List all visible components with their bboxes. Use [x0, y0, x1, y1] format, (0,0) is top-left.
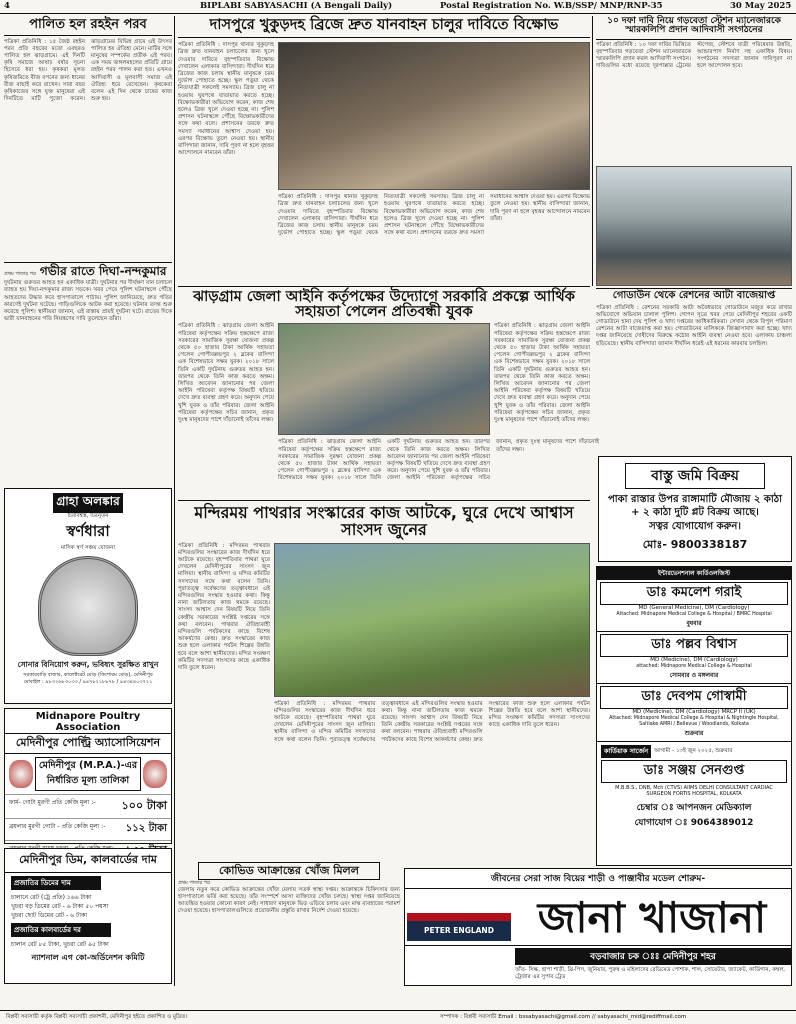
scheme-name: স্বর্ণধারা [66, 522, 110, 540]
doctor-day: সোমবার ও মঙ্গলবার [669, 672, 719, 679]
headline: মন্দিরময় পাথরার সংস্কারের কাজ আটকে, ঘুরে দেখে আশ্বাস সাংসদ জুনের [194, 503, 574, 539]
article-col-3: পত্রিকা প্রতিনিধি : ঝাড়গ্রাম জেলা আইনি পরিষেবা কর্তৃপক্ষের সক্রিয় হস্তক্ষেপে রাজ্য সরকারের সামাজিক সুরক্ষা যোজনা প্রকল্প থেকে ৫০ হাজার টাকা আর্থিক সহায়তা পেলেন গোপীবল্লভপুর ২ ব্লকের বাসিন্দা এক বিশেষভাবে সক্ষম যুবক। ২০১৮ সালে তিনি একটি দুর্ঘটনায় গুরুতর আহত হন। তারপর থেকে তিনি কাজ করতে অক্ষম। লিখিত আবেদন জানানোর পর জেলা আইনি পরিষেবা কর্তৃপক্ষ বিষয়টি খতিয়ে দেখে দ্রুত ব্যবস্থা গ্রহণ করে। অনুদান পেয়ে খুশি যুবক ও তাঁর পরিবার। জেলা আইনি পরিষেবা কর্তৃপক্ষের সচিব জানান, প্রকৃত দুঃস্থ মানুষদের পাশে দাঁড়ানোই তাঁদের লক্ষ্য। [494, 323, 590, 424]
ad-jewellery [4, 488, 172, 704]
story-garhbeta-memorandum [596, 16, 792, 286]
doctor-day: বুধবার [686, 620, 702, 627]
egg-line-1: চালানে রেট (ট্রে প্রতি) ১৬৬ টাকা [11, 894, 92, 901]
doctor-degree: MD (General Medicine), DM (Cardiology) [638, 605, 750, 611]
article-col-1: পত্রিকা প্রতিনিধি : ঝাড়গ্রাম জেলা আইনি পরিষেবা কর্তৃপক্ষের সক্রিয় হস্তক্ষেপে রাজ্য সরকারের সামাজিক সুরক্ষা যোজনা প্রকল্প থেকে ৫০ হাজার টাকা আর্থিক সহায়তা পেলেন গোপীবল্লভপুর ২ ব্লকের বাসিন্দা এক বিশেষভাবে সক্ষম যুবক। ২০১৮ সালে তিনি একটি দুর্ঘটনায় গুরুতর আহত হন। তারপর থেকে তিনি কাজ করতে অক্ষম। লিখিত আবেদন জানানোর পর জেলা আইনি পরিষেবা কর্তৃপক্ষ বিষয়টি খতিয়ে দেখে দ্রুত ব্যবস্থা গ্রহণ করে। অনুদান পেয়ে খুশি যুবক ও তাঁর পরিবার। জেলা আইনি পরিষেবা কর্তৃপক্ষের সচিব জানান, প্রকৃত দুঃস্থ মানুষদের পাশে দাঁড়ানোই তাঁদের লক্ষ্য। [178, 323, 274, 424]
phone: মোবাইল : ৯৮৩২৬৮৩০৩৩ / ৯৪৭৮২১৮৮৭৮ / ৯৪৩৪৪০৩৭২১ [23, 679, 153, 685]
doctor-attachment: attached: Midnapore Medical College & Hospital [636, 664, 752, 669]
necklace-image [38, 556, 138, 656]
doctor-entry [597, 684, 791, 742]
issue-date: 30 May 2025 [730, 1, 792, 11]
ad-poultry [4, 708, 172, 844]
kicker: প্রথম পাতার পর [178, 879, 210, 886]
ad-land-sale [598, 456, 792, 562]
article-col-1: পত্রিকা প্রতিনিধি : মন্দিরময় পাথরার মন্দিরগুলির সংস্কারের কাজ দীর্ঘদিন ধরে আটকে রয়েছে। বৃহস্পতিবার পাথরা ঘুরে দেখলেন মেদিনীপুরের সাংসদ জুন মালিয়া। স্থানীয় বাসিন্দা ও মন্দির কমিটির সদস্যদের সঙ্গে কথা বলেন তিনি। পুরাতত্ত্ব সর্বেক্ষণের তত্ত্বাবধানে এই মন্দিরগুলির সংস্কার হওয়ার কথা। কিন্তু নানা জটিলতায় কাজ থমকে রয়েছে। সাংসদ আশ্বাস দেন বিষয়টি নিয়ে তিনি কেন্দ্রীয় সরকারের সংশ্লিষ্ট দপ্তরের সঙ্গে কথা বলবেন। পাথরার ঐতিহ্যবাহী মন্দিরগুলি পর্যটকদের কাছে বিশেষ আকর্ষণের কেন্দ্র। দ্রুত সংস্কারের কাজ শুরু হলে এলাকার পর্যটন শিল্পের উন্নতি হবে বলে আশা স্থানীয়দের। মন্দির সংরক্ষণ কমিটির সদস্যরা সাংসদের কাছে একাধিক দাবি তুলে ধরেন। [178, 542, 270, 672]
eggs-title: মেদিনীপুর ডিম, কালবার্ডের দাম [5, 849, 171, 873]
footer-right: সম্পাদক : বিপ্লবী সব্যসাচী Email : bssabyasachi@gmail.com // sabyasachi_mid@rediffmail.com [440, 1014, 687, 1020]
headline: পালিত হল রহইন পরব [4, 16, 172, 36]
price-list-title: মেদিনীপুর (M.P.A.)-এর নির্ধারিত মূল্য তালিকা [35, 757, 141, 791]
surgeon-degree: M.B.B.S., DNB, Mch (CTVS) AIIMS DELHI CONSULTANT CARDIAC SURGEON FORTIS HOSPITAL, KOLKATA [615, 785, 773, 797]
beneficiary-photo [278, 323, 490, 435]
egg-subhead: প্রজাতির ডিমের দাম [11, 876, 101, 890]
article-body: দুর্ঘটনায় গুরুতর আহত হন একাধিক যাত্রী। দুর্ঘটনার পর দীর্ঘক্ষণ যান চলাচল ব্যাহত হয় দিঘা-নন্দকুমার রাজ্য সড়কে। খবর পেয়ে পুলিশ ঘটনাস্থলে পৌঁছে আহতদের উদ্ধার করে হাসপাতালে পাঠায়। পুলিশ জানিয়েছে, দ্রুত গতির কারণেই দুর্ঘটনা ঘটেছে। গাড়িগুলিকে আটক করা হয়েছে। ঘটনার তদন্ত শুরু করেছে পুলিশ। স্থানীয়রা জানান, এই রাস্তায় প্রায়ই দুর্ঘটনা ঘটে। রাতের দিকে ভারী যানবাহনের গতি নিয়ন্ত্রণের দাবি তুলেছেন তাঁরা। [4, 280, 172, 323]
doctor-degree: MD (Medicine), DM (Cardiology) [650, 657, 738, 663]
land-body: পাকা রাস্তার উপর রাঙ্গামাটি মৌজায় ২ কাঠা + ২ কাঠা দুটি প্লট বিক্রয় আছে। [607, 494, 783, 518]
price-value: ১০০ টাকা [121, 799, 167, 812]
chamber: চেম্বার ঃ আপনজন মেডিক্যাল [636, 803, 752, 813]
doctor-entry [597, 632, 791, 684]
doctor-attachment: Attached: Midnapore Medical College & Hospital / BMRC Hospital [616, 612, 772, 617]
jana-top-line: জীবনের সেরা সাজ বিয়ের শাড়ী ও পাঞ্জাবীর মডেল শোরুম- [490, 874, 706, 884]
registration: Postal Registration No. W.B/SSP/ MNP/RNP-35 [440, 1, 663, 11]
article-cols-2: পত্রিকা প্রতিনিধি : দাসপুর থানার খুকুড়দহ ব্রিজ দ্রুত যানবাহন চলাচলের জন্য খুলে দেওয়ার দাবিতে বৃহস্পতিবার বিক্ষোভ দেখালেন এলাকার বাসিন্দারা। দীর্ঘদিন ধরে ব্রিজের কাজ চলায় স্থানীয় মানুষকে চরম দুর্ভোগ পোহাতে হচ্ছে। স্কুল পড়ুয়া থেকে নিত্যযাত্রী সকলেই সমস্যায়। ব্রিজ চালু না হওয়ায় ঘুরপথে যাতায়াত করতে হচ্ছে। বিক্ষোভকারীরা অভিযোগ করেন, কাজ শেষ হলেও ব্রিজ খুলে দেওয়া হচ্ছে না। পুলিশ প্রশাসন ঘটনাস্থলে পৌঁছে বিক্ষোভকারীদের সঙ্গে কথা বলে। প্রশাসনের তরফে দ্রুত সমস্যা সমাধানের আশ্বাস দেওয়া হয়। এরপর বিক্ষোভ তুলে নেওয়া হয়। স্থানীয় বাসিন্দারা জানান, দাবি পূরণ না হলে বৃহত্তর আন্দোলনে নামবেন তাঁরা। [278, 194, 590, 237]
doctor-name: ডাঃ পল্লব বিশ্বাস [600, 634, 788, 657]
egg-line-2: খুচরা বড় ডিমের রেট - ৬ টাকা ৫০ পয়সা [11, 903, 109, 910]
peter-england-text: PETER ENGLAND [407, 921, 511, 941]
kalbird-line: চালান রেট ৮৫ টাকা, খুচরা রেট ৯৫ টাকা [11, 941, 109, 948]
surgeon-date: আগামী - ১৩ই জুন ২০২৫, শুক্রবার [654, 747, 733, 754]
story-digha-accident [4, 262, 172, 484]
ad-eggs [4, 848, 172, 984]
mp-visit-photo [274, 543, 590, 697]
title-en: Midnapore Poultry Association [35, 711, 141, 733]
doctor-name: ডাঃ কমলেশ গরাই [600, 582, 788, 605]
headline: দাসপুরে খুকুড়দহ ব্রিজে দ্রুত যানবাহন চালুর দাবিতে বিক্ষোভ [178, 16, 590, 38]
footer-left: বিপ্লবী সব্যসাচী কর্তৃক বিপ্লবী সব্যসাচী প্রকাশনী, মেদিনীপুর হইতে প্রকাশিত ও মুদ্রিত। [6, 1014, 188, 1020]
scheme-sub: মাসিক স্বর্ণ সঞ্চয় যোজনা [60, 545, 116, 551]
masthead [0, 0, 796, 14]
protest-photo [278, 42, 590, 190]
headline: কোভিড আক্রান্তের খোঁজ মিলল [198, 862, 380, 880]
kicker: প্রথম পাতার পর [4, 271, 36, 277]
ad-doctors [596, 566, 792, 866]
price-label: ফার্ম- গোটা মুরগী প্রতি কেজি মূল্য :- [9, 799, 96, 806]
land-title: বাস্তু জমি বিক্রয় [625, 463, 765, 489]
story-jhargram-legal-aid [178, 286, 599, 498]
doctor-attachment: Attached: Midnapore Medical College & Hospital & Nightingle Hospital, Saltlake AMRI / Bellevue / Woodlands, Kolkata [609, 716, 779, 727]
doctor-degree: MD (Medicine), DM (Cardiology) MRCP II (UK) [632, 709, 756, 715]
article-col-1: পত্রিকা প্রতিনিধি : দাসপুর থানার খুকুড়দহ ব্রিজ দ্রুত যানবাহন চলাচলের জন্য খুলে দেওয়ার দাবিতে বৃহস্পতিবার বিক্ষোভ দেখালেন এলাকার বাসিন্দারা। দীর্ঘদিন ধরে ব্রিজের কাজ চলায় স্থানীয় মানুষকে চরম দুর্ভোগ পোহাতে হচ্ছে। স্কুল পড়ুয়া থেকে নিত্যযাত্রী সকলেই সমস্যায়। ব্রিজ চালু না হওয়ায় ঘুরপথে যাতায়াত করতে হচ্ছে। বিক্ষোভকারীরা অভিযোগ করেন, কাজ শেষ হলেও ব্রিজ খুলে দেওয়া হচ্ছে না। পুলিশ প্রশাসন ঘটনাস্থলে পৌঁছে বিক্ষোভকারীদের সঙ্গে কথা বলে। প্রশাসনের তরফে দ্রুত সমস্যা সমাধানের আশ্বাস দেওয়া হয়। এরপর বিক্ষোভ তুলে নেওয়া হয়। স্থানীয় বাসিন্দারা জানান, দাবি পূরণ না হলে বৃহত্তর আন্দোলনে নামবেন তাঁরা। [178, 42, 274, 157]
story-pathra-temples [178, 500, 590, 858]
doctors-header: ইন্টারভেনশনাল কার্ডিওলজিস্ট [597, 567, 791, 580]
doctors-phone: যোগাযোগ ঃ 9064389012 [634, 818, 754, 828]
land-phone: মোঃ- 9800338187 [642, 538, 748, 551]
rooster-image [143, 760, 167, 788]
headline: ঝাড়গ্রাম জেলা আইনি কর্তৃপক্ষের উদ্যোগে সরকারি প্রকল্পে আর্থিক সহায়তা পেলেন প্রতিবন্ধী যুবক [193, 289, 575, 321]
doctor-entry [597, 580, 791, 632]
headline: গোডাউন থেকে রেশনের আটা বাজেয়াপ্ত [612, 290, 776, 301]
surgeon-tag: কার্ডিয়াক সার্জেন [601, 745, 651, 758]
jana-location: বড়বাজার চক ঃঃ মেদিনীপুর শহর [515, 948, 791, 965]
paper-name: BIPLABI SABYASACHI (A Bengali Daily) [200, 1, 393, 11]
title-bn: মেদিনীপুর পোল্ট্রি অ্যাসোসিয়েশন [5, 733, 171, 754]
story-ration-godown [596, 288, 792, 452]
price-row [5, 818, 171, 840]
article-body: পত্রিকা প্রতিনিধি : ১৫ জৈষ্ঠ রহইন পরব প্রতি বছরের মতো এবছরও পালিত হল ঝাড়গ্রামে। এই দিনটি কৃষি সমাজে আষাঢ় বর্ষার সূচনা হিসেবে ধরা হয়। কৃষকরা মূলত কৃষিজমিতে বীজ বপনের জন্য ধানের বীজ বাছাই করে রাখেন। সারা বছর কৃষিকাজের সঙ্গে যুক্ত মানুষেরা এই দিনটিতে মাটি পুজো করেন। ঝাড়গ্রামের বিভিন্ন গ্রামে এই উৎসব পালিত হয় ঐতিহ্য মেনে। মাটির সঙ্গে মানুষের সম্পর্কের প্রতীক এই পরব। এক সময় জঙ্গলমহলের প্রতিটি গ্রামে রহইন পরব পালন করা হত। এখনও আদিবাসী ও মূলবাসী সমাজ এই ঐতিহ্য ধরে রেখেছেন। কৃষকেরা বলেন এই দিন থেকে চাষের কাজ শুরু হয়। [4, 38, 172, 103]
jana-items: তাঁত- সিল্ক, ছাপা শাড়ী, থ্রি-পিস, জুনিয়ার, পুরুষ ও মহিলাদের রেডিমেড পোশাক, শাল, সোয়েটার, জ্যাকেট, কার্ডিগান, কম্বল, ট্রেজার এর সুপার ট্রেড [515, 967, 786, 980]
doctor-list [597, 580, 791, 742]
price-value: ১১২ টাকা [125, 823, 167, 834]
bottom-line: সোনার বিনিয়োগ করুন, ভবিষ্যৎ সুরক্ষিত রাখুন [17, 660, 159, 669]
address: সরকারবাড়ি বাজার, কালেক্টরেট মোড় (কিশোরম মোড়), মেদিনীপুর [23, 672, 153, 678]
story-rohin-parab [4, 16, 172, 260]
article-body: জেলায় নতুন করে কোভিড আক্রান্তের খোঁজ মেলায় সতর্ক স্বাস্থ্য দপ্তর। আক্রান্তকে চিকিৎসার জন্য হাসপাতালে ভর্তি করা হয়েছে। তাঁর সংস্পর্শে আসা ব্যক্তিদের খোঁজ চলছে। স্বাস্থ্য দপ্তর জানিয়েছে আতঙ্কিত হওয়ার কোনো কারণ নেই। সাধারণ মানুষকে ভিড় এড়িয়ে চলার এবং মাস্ক ব্যবহারের পরামর্শ দেওয়া হয়েছে। হাসপাতালগুলিতে প্রয়োজনীয় প্রস্তুতি রাখার নির্দেশ দেওয়া হয়েছে। [178, 886, 400, 915]
hen-image [9, 760, 33, 788]
article-cols-2: পত্রিকা প্রতিনিধি : মন্দিরময় পাথরার মন্দিরগুলির সংস্কারের কাজ দীর্ঘদিন ধরে আটকে রয়েছে। বৃহস্পতিবার পাথরা ঘুরে দেখলেন মেদিনীপুরের সাংসদ জুন মালিয়া। স্থানীয় বাসিন্দা ও মন্দির কমিটির সদস্যদের সঙ্গে কথা বলেন তিনি। পুরাতত্ত্ব সর্বেক্ষণের তত্ত্বাবধানে এই মন্দিরগুলির সংস্কার হওয়ার কথা। কিন্তু নানা জটিলতায় কাজ থমকে রয়েছে। সাংসদ আশ্বাস দেন বিষয়টি নিয়ে তিনি কেন্দ্রীয় সরকারের সংশ্লিষ্ট দপ্তরের সঙ্গে কথা বলবেন। পাথরার ঐতিহ্যবাহী মন্দিরগুলি পর্যটকদের কাছে বিশেষ আকর্ষণের কেন্দ্র। দ্রুত সংস্কারের কাজ শুরু হলে এলাকার পর্যটন শিল্পের উন্নতি হবে বলে আশা স্থানীয়দের। মন্দির সংরক্ষণ কমিটির সদস্যরা সাংসদের কাছে একাধিক দাবি তুলে ধরেন। [274, 700, 590, 743]
egg-line-3: খুচরা ছোট ডিমের রেট - ৬ টাকা [11, 912, 87, 919]
land-contact: সত্বর যোগাযোগ করুন। [649, 521, 741, 532]
memorandum-photo [596, 166, 792, 286]
story-daspur-bridge [178, 16, 590, 260]
doctor-day: শুক্রবার [684, 730, 704, 737]
article-cols-2: পত্রিকা প্রতিনিধি : ঝাড়গ্রাম জেলা আইনি পরিষেবা কর্তৃপক্ষের সক্রিয় হস্তক্ষেপে রাজ্য সরকারের সামাজিক সুরক্ষা যোজনা প্রকল্প থেকে ৫০ হাজার টাকা আর্থিক সহায়তা পেলেন গোপীবল্লভপুর ২ ব্লকের বাসিন্দা এক বিশেষভাবে সক্ষম যুবক। ২০১৮ সালে তিনি একটি দুর্ঘটনায় গুরুতর আহত হন। তারপর থেকে তিনি কাজ করতে অক্ষম। লিখিত আবেদন জানানোর পর জেলা আইনি পরিষেবা কর্তৃপক্ষ বিষয়টি খতিয়ে দেখে দ্রুত ব্যবস্থা গ্রহণ করে। অনুদান পেয়ে খুশি যুবক ও তাঁর পরিবার। জেলা আইনি পরিষেবা কর্তৃপক্ষের সচিব জানান, প্রকৃত দুঃস্থ মানুষদের পাশে দাঁড়ানোই তাঁদের লক্ষ্য। [278, 439, 599, 482]
doctor-name: ডাঃ দেবপম গোস্বামী [600, 686, 788, 709]
price-row [5, 794, 171, 818]
article-body: পত্রিকা প্রতিনিধি : ১০ দফা দাবির ভিত্তিতে বৃহস্পতিবার গড়বেতা স্টেশন ম্যানেজারকে স্মারকলিপি প্রদান করল আদিবাসী সংগঠন। দাবিগুলির মধ্যে রয়েছে দূরপাল্লার ট্রেনের স্টপেজ, স্টেশনে যাত্রী পরিষেবার উন্নতি, আন্ডারপাস নির্মাণ সহ একাধিক বিষয়। সংগঠনের সদস্যরা জানান দাবিপূরণ না হলে আন্দোলন হবে। [596, 41, 792, 70]
peter-england-logo [407, 895, 511, 941]
ad-jana-khajana [404, 868, 792, 986]
egg-footer: ন্যাশনাল এগ কো-অর্ডিনেশন কমিটি [31, 953, 145, 962]
jana-brand: জানা খাজানা [537, 893, 767, 942]
tagline: চিরবিশ্বস্ত, চিরনূতন [67, 513, 109, 519]
kalbird-subhead: প্রজাতির কালবার্ডের দর [11, 923, 111, 937]
surgeon-name: ডাঃ সঞ্জয় সেনগুপ্ত [601, 760, 787, 783]
headline: গভীর রাতে দিঘা-নন্দকুমার [39, 264, 167, 278]
story-covid [178, 860, 400, 984]
article-body: পত্রিকা প্রতিনিধি : রেশনের সরকারি আটা অবৈধভাবে গোডাউনে মজুত করে রাখার অভিযোগে অভিযান চালাল পুলিশ। গোপন সূত্রে খবর পেয়ে মেদিনীপুর শহরের একটি গোডাউনে হানা দেয় পুলিশ ও খাদ্য দপ্তরের আধিকারিকরা। সেখান থেকে বিপুল পরিমাণ রেশনের আটা বাজেয়াপ্ত করা হয়। গোডাউনের মালিককে জিজ্ঞাসাবাদ করা হচ্ছে। খাদ্য দপ্তর জানিয়েছে দোষীদের বিরুদ্ধে কঠোর আইনি ব্যবস্থা নেওয়া হবে। এলাকায় চাঞ্চল্য ছড়িয়েছে। স্থানীয় বাসিন্দারা জানান দীর্ঘদিন ধরেই এই ধরনের কারবার চলছিল। [596, 304, 792, 347]
brand-logo: গ্রাহা অলঙ্কার [53, 493, 123, 513]
page-number: 4 [4, 1, 10, 11]
price-label: ব্রয়লার মুরগী গোটা - প্রতি কেজি মূল্য :- [9, 823, 106, 830]
headline: ১০ দফা দাবি নিয়ে গড়বেতা স্টেশন ম্যানেজারকে স্মারকলিপি প্রদান আদিবাসী সংগঠনের [596, 16, 792, 40]
page-footer [0, 1010, 796, 1024]
